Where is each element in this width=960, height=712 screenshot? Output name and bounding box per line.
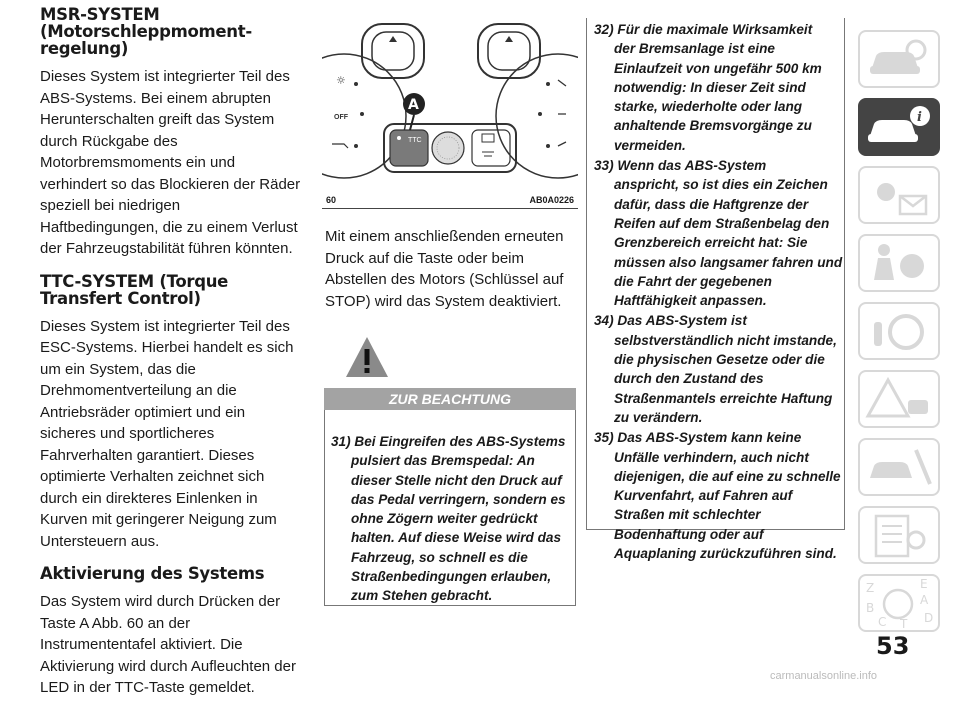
tab-starting-driving[interactable]	[858, 234, 940, 292]
tab-knowing-the-car[interactable]	[858, 30, 940, 88]
svg-text:i: i	[917, 110, 922, 125]
airbag-person-icon	[860, 236, 938, 290]
figure-code: AB0A0226	[529, 195, 574, 205]
svg-text:Z: Z	[866, 581, 875, 595]
note-35	[594, 428, 844, 563]
warning-note-31	[331, 432, 575, 606]
svg-text:A: A	[408, 97, 419, 113]
heading-ttc: TTC-SYSTEM (Torque Transfert Control)	[40, 271, 229, 308]
figure-caption	[322, 195, 578, 209]
svg-text:C: C	[878, 615, 887, 629]
warning-triangle-icon	[860, 372, 938, 426]
figure-number: 60	[326, 195, 337, 205]
paragraph-msr: Dieses System ist integrierter Teil des ABS-Systems. Bei einem abrupten Herunterschalten greift das System durch Rückgabe des Motorbremsmoments ein und verhindert so das Blockieren der Räder speziell bei niedrigen Haftbedingungen, die zu einem Verlust der Fahrzeugstabilität führen könnten.	[40, 68, 301, 257]
page-number: 53	[876, 632, 910, 660]
note-body: selbstverständlich nicht imstande, die physischen Gesetze oder die durch den Zustand des Straßenmantels erreichte Haftung zu verändern.	[614, 332, 837, 425]
svg-text:OFF: OFF	[334, 114, 348, 121]
note-lead: 33) Wenn das ABS-System	[594, 158, 767, 174]
alphabet-index-icon	[860, 576, 938, 630]
tab-maintenance[interactable]	[858, 438, 940, 496]
car-info-icon	[860, 100, 938, 154]
svg-text:E: E	[920, 577, 928, 591]
tab-technical-data[interactable]	[858, 506, 940, 564]
car-wrench-icon	[860, 440, 938, 494]
document-gear-icon	[860, 508, 938, 562]
heading-activation: Aktivierung des Systems	[40, 564, 265, 583]
tab-safety[interactable]	[858, 98, 940, 156]
svg-text:TTC: TTC	[408, 137, 422, 144]
tab-steering[interactable]	[858, 302, 940, 360]
figure-divider	[322, 208, 578, 209]
watermark: carmanualsonline.info	[770, 670, 878, 682]
note-body: der Bremsanlage ist eine Einlaufzeit von ungefähr 500 km notwendig: In dieser Zeit sind starke, wiederholte oder lang anhaltende Bremsvorgänge zu vermeiden.	[614, 41, 822, 153]
steering-wheel-icon	[860, 304, 938, 358]
tab-index[interactable]	[858, 574, 940, 632]
svg-text:D: D	[924, 611, 934, 625]
warning-icon	[345, 335, 389, 379]
car-search-icon	[860, 32, 938, 86]
paragraph-activation: Das System wird durch Drücken der Taste A Abb. 60 an der Instrumententafel aktiviert. Die Aktivierung wird durch Aufleuchten der LED in der TTC-Taste gemeldet.	[40, 593, 296, 696]
chapter-sidebar	[856, 30, 960, 630]
figure-ttc-button	[322, 18, 578, 208]
note-lead: 34) Das ABS-System ist	[594, 313, 747, 329]
notes-list	[594, 20, 844, 564]
tab-emergency[interactable]	[858, 370, 940, 428]
note-lead: 32) Für die maximale Wirksamkeit	[594, 22, 813, 37]
tab-warning-lights[interactable]	[858, 166, 940, 224]
paragraph-deactivation: Mit einem anschließenden erneuten Druck auf die Taste oder beim Abstellen des Motors (Schlüssel auf STOP) wird das System deaktiviert.	[325, 228, 564, 310]
light-mail-icon	[860, 168, 938, 222]
svg-text:☼: ☼	[336, 74, 346, 87]
svg-text:B: B	[866, 601, 875, 615]
note-lead: 31) Bei Eingreifen des ABS-Systems	[331, 434, 566, 449]
note-33	[594, 156, 844, 310]
note-body: pulsiert das Bremspedal: An dieser Stelle nicht den Druck auf das Pedal verringern, sondern es ohne Zögern weiter gedrückt halten. Auf diese Weise wird das Fahrzeug, so schnell es die Straßenbedingungen erlauben, zum Stehen gebracht.	[351, 453, 566, 604]
svg-text:A: A	[920, 593, 929, 607]
paragraph-ttc: Dieses System ist integrierter Teil des ESC-Systems. Hierbei handelt es sich um ein System, das die Drehmomentverteilung an die Antriebsräder optimiert und ein sicheres und sportlicheres Fahrverhalten garantiert. Dieses optimierte Verhalten zeichnet sich durch ein direkteres Einlenken in Kurven mit geringerer Neigung zum Untersteuern aus.	[40, 317, 294, 550]
note-body: Unfälle verhindern, auch nicht diejenigen, die auf eine zu schnelle Kurvenfahrt, auf Fahren auf Straßen mit schlechter Bodenhaftung oder auf Aquaplaning zurückzuführen sind.	[614, 449, 841, 562]
warning-title: ZUR BEACHTUNG	[324, 388, 576, 410]
note-body: anspricht, so ist dies ein Zeichen dafür, dass die Haftgrenze der Reifen auf dem Straßenbelag den Grenzbereich erreicht hat: Sie müssen also langsamer fahren und die Fahrt der gegebenen Haftfähigkeit anpassen.	[614, 177, 843, 309]
heading-msr: MSR-SYSTEM (Motorschleppmoment- regelung)	[40, 5, 252, 58]
note-lead: 35) Das ABS-System kann keine	[594, 430, 802, 446]
note-34	[594, 311, 844, 427]
dashboard-illustration	[322, 18, 578, 194]
svg-text:T: T	[900, 617, 908, 630]
note-32	[594, 20, 844, 155]
left-column	[40, 6, 302, 712]
